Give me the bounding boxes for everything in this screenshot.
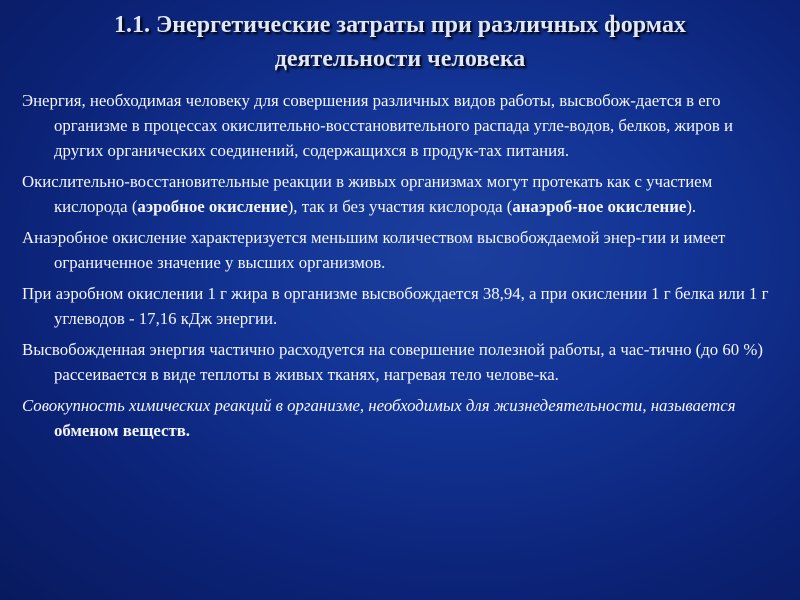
- term-aerobic: аэробное окисление: [137, 197, 288, 216]
- paragraph-aerobic-values: При аэробном окислении 1 г жира в организме высвобождается 38,94, а при окислении 1 г белка или 1 г углеводов - 17,16 кДж энергии.: [22, 284, 769, 328]
- paragraph-redox-text-2: ), так и без участия кислорода (: [287, 197, 513, 216]
- slide-body: [22, 88, 778, 449]
- title-line-1: 1.1. Энергетические затраты при различных формах: [114, 12, 686, 38]
- term-anaerobic: анаэроб-ное окисление: [512, 197, 687, 216]
- term-metabolism: обменом веществ.: [54, 421, 190, 440]
- paragraph-redox: [22, 169, 778, 219]
- paragraph-metabolism: [22, 393, 778, 443]
- paragraph-heat: Высвобожденная энергия частично расходуется на совершение полезной работы, а час-тично (до 60 %) рассеивается в виде теплоты в живых тканях, нагревая тело челове-ка.: [22, 340, 763, 384]
- title-line-2: деятельности человека: [274, 46, 526, 72]
- paragraph-redox-text-3: ).: [686, 197, 697, 216]
- paragraph-anaerobic: Анаэробное окисление характеризуется меньшим количеством высвобождаемой энер-гии и имеет ограниченное значение у высших организмов.: [22, 228, 726, 272]
- paragraph-energy: Энергия, необходимая человеку для совершения различных видов работы, высвобож-дается в его организме в процессах окислительно-восстановительного распада угле-водов, белков, жиров и других органических соединений, содержащихся в продук-тах питания.: [22, 91, 733, 160]
- slide-title: [40, 8, 760, 76]
- paragraph-metabolism-text: Совокупность химических реакций в организме, необходимых для жизнедеятельности, называется: [22, 396, 736, 415]
- paragraph-redox-text-1: Окислительно-восстановительные реакции в живых организмах могут протекать как с участием кислорода (: [22, 172, 713, 216]
